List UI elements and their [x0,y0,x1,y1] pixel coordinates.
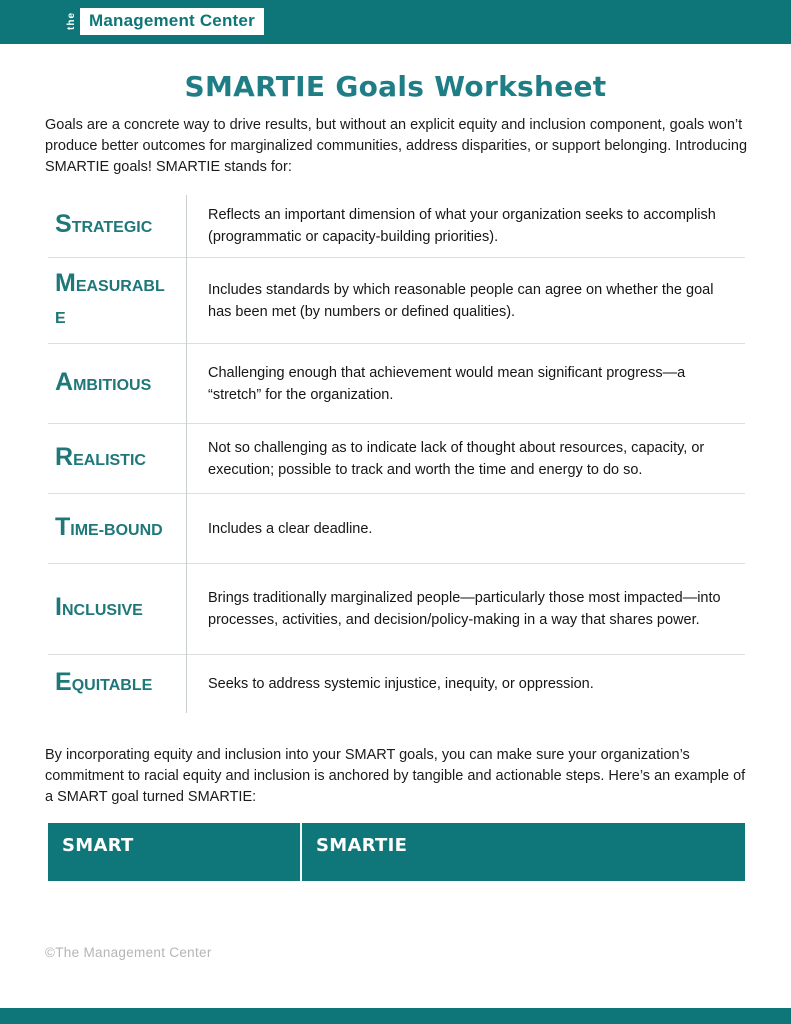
page-title: SMARTIE Goals Worksheet [184,70,607,103]
copyright-notice: ©The Management Center [45,945,212,960]
bottom-accent-bar [0,1008,791,1024]
smart-smartie-table-header [48,823,745,881]
column-header-smart: SMART [48,823,302,881]
definition-row-measurable [48,258,745,344]
closing-paragraph: By incorporating equity and inclusion into your SMART goals, you can make sure your organization’s commitment to racial equity and inclusion is anchored by tangible and actionable steps. Here’s an example of a SMART goal turned SMARTIE: [45,747,746,805]
term-description: Reflects an important dimension of what your organization seeks to accomplish (programmatic or capacity-building priorities). [208,207,716,245]
logo-the-text: the [66,12,77,30]
logo-wordmark: Management Center [80,8,264,35]
smartie-definitions-table [48,195,745,713]
term-label: AMBITIOUS [55,367,152,396]
term-label: INCLUSIVE [55,593,143,621]
definition-row-ambitious [48,344,745,424]
term-label: TIME-BOUND [55,512,163,541]
term-label: REALISTIC [55,442,146,471]
term-description: Brings traditionally marginalized people—particularly those most impacted—into processes, activities, and decision/policy-making in a way that shares power. [208,590,721,628]
term-description: Includes standards by which reasonable people can agree on whether the goal has been met (by numbers or defined qualities). [208,281,714,320]
definition-row-equitable [48,655,745,713]
management-center-logo [66,7,264,35]
column-header-smartie: SMARTIE [316,835,408,856]
term-description: Not so challenging as to indicate lack of thought about resources, capacity, or execution; possible to track and worth the time and energy to do so. [208,439,705,478]
term-label: EQUITABLE [55,668,153,696]
term-description: Challenging enough that achievement would mean significant progress—a “stretch” for the organization. [208,364,686,403]
definition-row-time-bound [48,494,745,564]
term-label: STRATEGIC [55,210,153,238]
top-brand-bar [0,0,791,44]
definition-row-strategic [48,195,745,258]
definition-row-realistic [48,424,745,494]
term-label: MEASURABLE [55,268,165,327]
intro-paragraph: Goals are a concrete way to drive results, but without an explicit equity and inclusion component, goals won’t produce better outcomes for marginalized communities, address disparities, or support belonging. Introducing SMARTIE goals! SMARTIE stands for: [45,117,748,175]
term-description: Includes a clear deadline. [208,520,373,537]
definition-row-inclusive [48,564,745,655]
term-description: Seeks to address systemic injustice, inequity, or oppression. [208,676,594,692]
